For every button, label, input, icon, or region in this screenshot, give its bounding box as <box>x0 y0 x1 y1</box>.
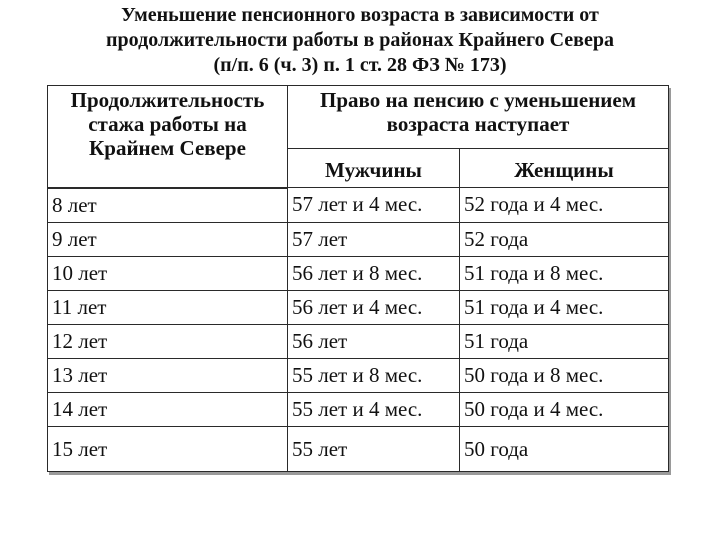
cell-men: 55 лет <box>288 426 460 471</box>
cell-women: 52 года и 4 мес. <box>460 188 669 223</box>
pension-age-table <box>47 85 669 472</box>
table-row <box>48 290 669 324</box>
table-row <box>48 256 669 290</box>
title-line-2: продолжительности работы в районах Крайнего Севера <box>106 29 614 51</box>
header-men: Мужчины <box>288 149 460 188</box>
cell-women: 51 года и 4 мес. <box>460 290 669 324</box>
header-right-line-2: возраста наступает <box>386 112 570 136</box>
header-duration <box>48 86 288 188</box>
table-row <box>48 392 669 426</box>
cell-women: 50 года и 4 мес. <box>460 392 669 426</box>
cell-years: 11 лет <box>48 290 288 324</box>
cell-years: 10 лет <box>48 256 288 290</box>
header-duration-line-2: стажа работы на <box>88 112 247 136</box>
cell-women: 51 года и 8 мес. <box>460 256 669 290</box>
cell-years: 14 лет <box>48 392 288 426</box>
cell-men: 56 лет <box>288 324 460 358</box>
cell-years: 9 лет <box>48 222 288 256</box>
cell-years: 13 лет <box>48 358 288 392</box>
cell-men: 55 лет и 4 мес. <box>288 392 460 426</box>
table-header-row <box>48 86 669 149</box>
header-women: Женщины <box>460 149 669 188</box>
cell-men: 57 лет и 4 мес. <box>288 188 460 223</box>
cell-years: 8 лет <box>48 188 288 223</box>
cell-men: 57 лет <box>288 222 460 256</box>
cell-years: 15 лет <box>48 426 288 471</box>
cell-men: 56 лет и 8 мес. <box>288 256 460 290</box>
cell-women: 51 года <box>460 324 669 358</box>
cell-women: 52 года <box>460 222 669 256</box>
table-row <box>48 358 669 392</box>
page-title <box>0 3 720 78</box>
cell-women: 50 года <box>460 426 669 471</box>
title-line-3: (п/п. 6 (ч. 3) п. 1 ст. 28 ФЗ № 173) <box>213 54 507 76</box>
cell-women: 50 года и 8 мес. <box>460 358 669 392</box>
title-line-1: Уменьшение пенсионного возраста в зависимости от <box>121 4 599 26</box>
header-right-line-1: Право на пенсию с уменьшением <box>319 88 637 112</box>
header-duration-line-1: Продолжительность <box>70 88 265 112</box>
header-right-to-pension <box>288 86 669 149</box>
table-row <box>48 222 669 256</box>
header-duration-line-3: Крайнем Севере <box>89 136 246 160</box>
cell-men: 55 лет и 8 мес. <box>288 358 460 392</box>
cell-men: 56 лет и 4 мес. <box>288 290 460 324</box>
cell-years: 12 лет <box>48 324 288 358</box>
table-row <box>48 426 669 471</box>
table-row <box>48 188 669 223</box>
table-row <box>48 324 669 358</box>
